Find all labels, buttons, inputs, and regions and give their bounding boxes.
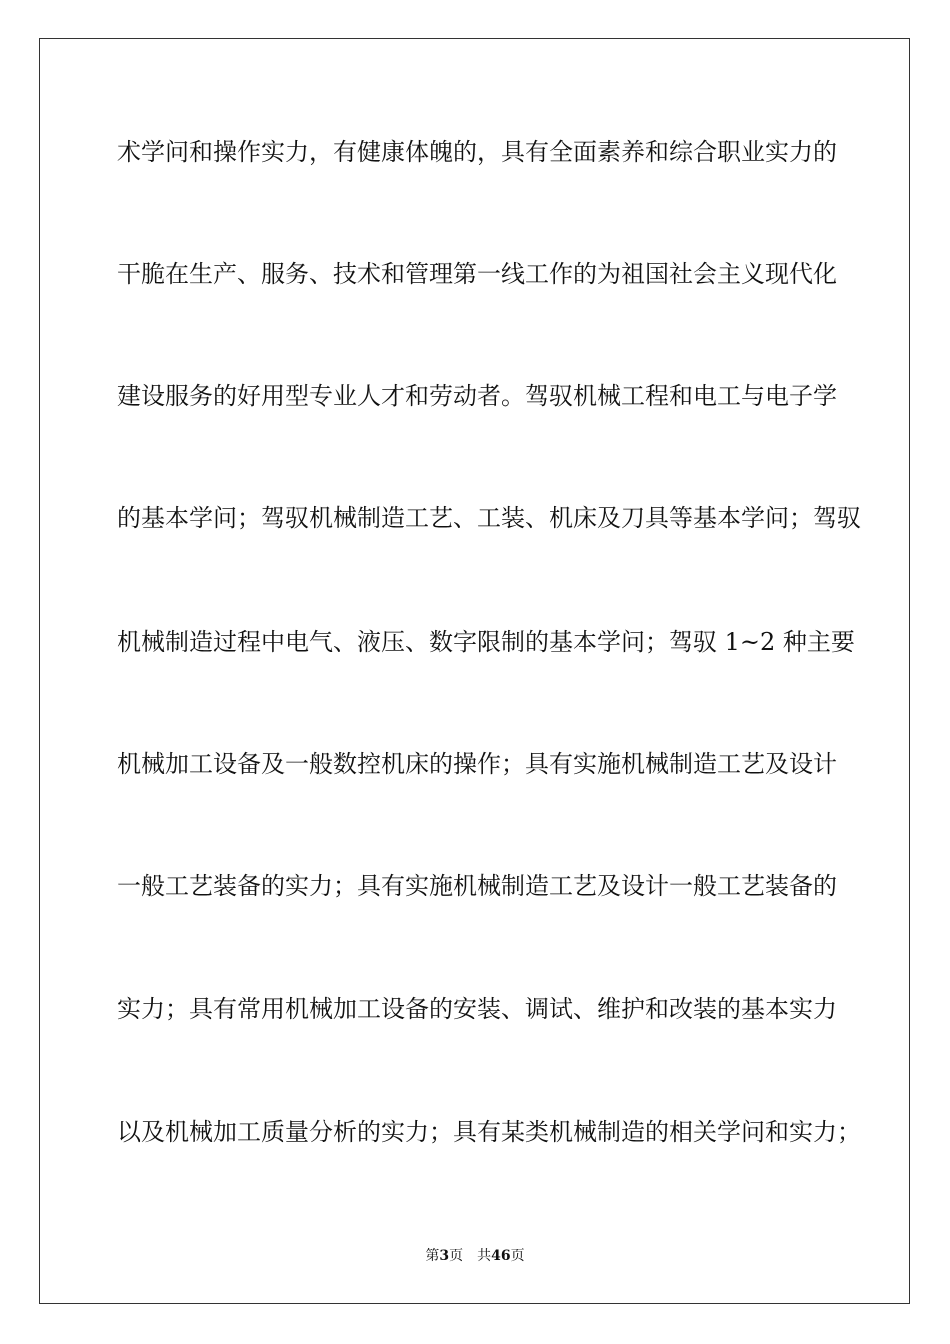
- body-text-line-3: 建设服务的好用型专业人才和劳动者。驾驭机械工程和电工与电子学: [117, 382, 837, 410]
- footer-total-suffix: 页: [510, 1248, 525, 1264]
- footer-page-suffix: 页: [449, 1248, 464, 1264]
- body-text-line-7: 一般工艺装备的实力；具有实施机械制造工艺及设计一般工艺装备的: [117, 872, 837, 900]
- footer-total-pages: 46: [491, 1248, 511, 1264]
- footer-page-number: 3: [439, 1248, 450, 1264]
- page-footer: [0, 1247, 950, 1265]
- footer-total-prefix: 共: [477, 1248, 492, 1264]
- footer-page-prefix: 第: [425, 1248, 440, 1264]
- body-text-line-8: 实力；具有常用机械加工设备的安装、调试、维护和改装的基本实力: [117, 995, 837, 1023]
- body-text-line-5: 机械制造过程中电气、液压、数字限制的基本学问；驾驭 1~2 种主要: [117, 628, 855, 656]
- body-text-line-2: 干脆在生产、服务、技术和管理第一线工作的为祖国社会主义现代化: [117, 260, 837, 288]
- body-text-line-6: 机械加工设备及一般数控机床的操作；具有实施机械制造工艺及设计: [117, 750, 837, 778]
- body-text-line-4: 的基本学问；驾驭机械制造工艺、工装、机床及刀具等基本学问；驾驭: [117, 504, 861, 532]
- body-text-line-1: 术学问和操作实力，有健康体魄的，具有全面素养和综合职业实力的: [117, 138, 837, 166]
- page-border: [39, 38, 910, 1304]
- body-text-line-9: 以及机械加工质量分析的实力；具有某类机械制造的相关学问和实力；: [117, 1118, 861, 1146]
